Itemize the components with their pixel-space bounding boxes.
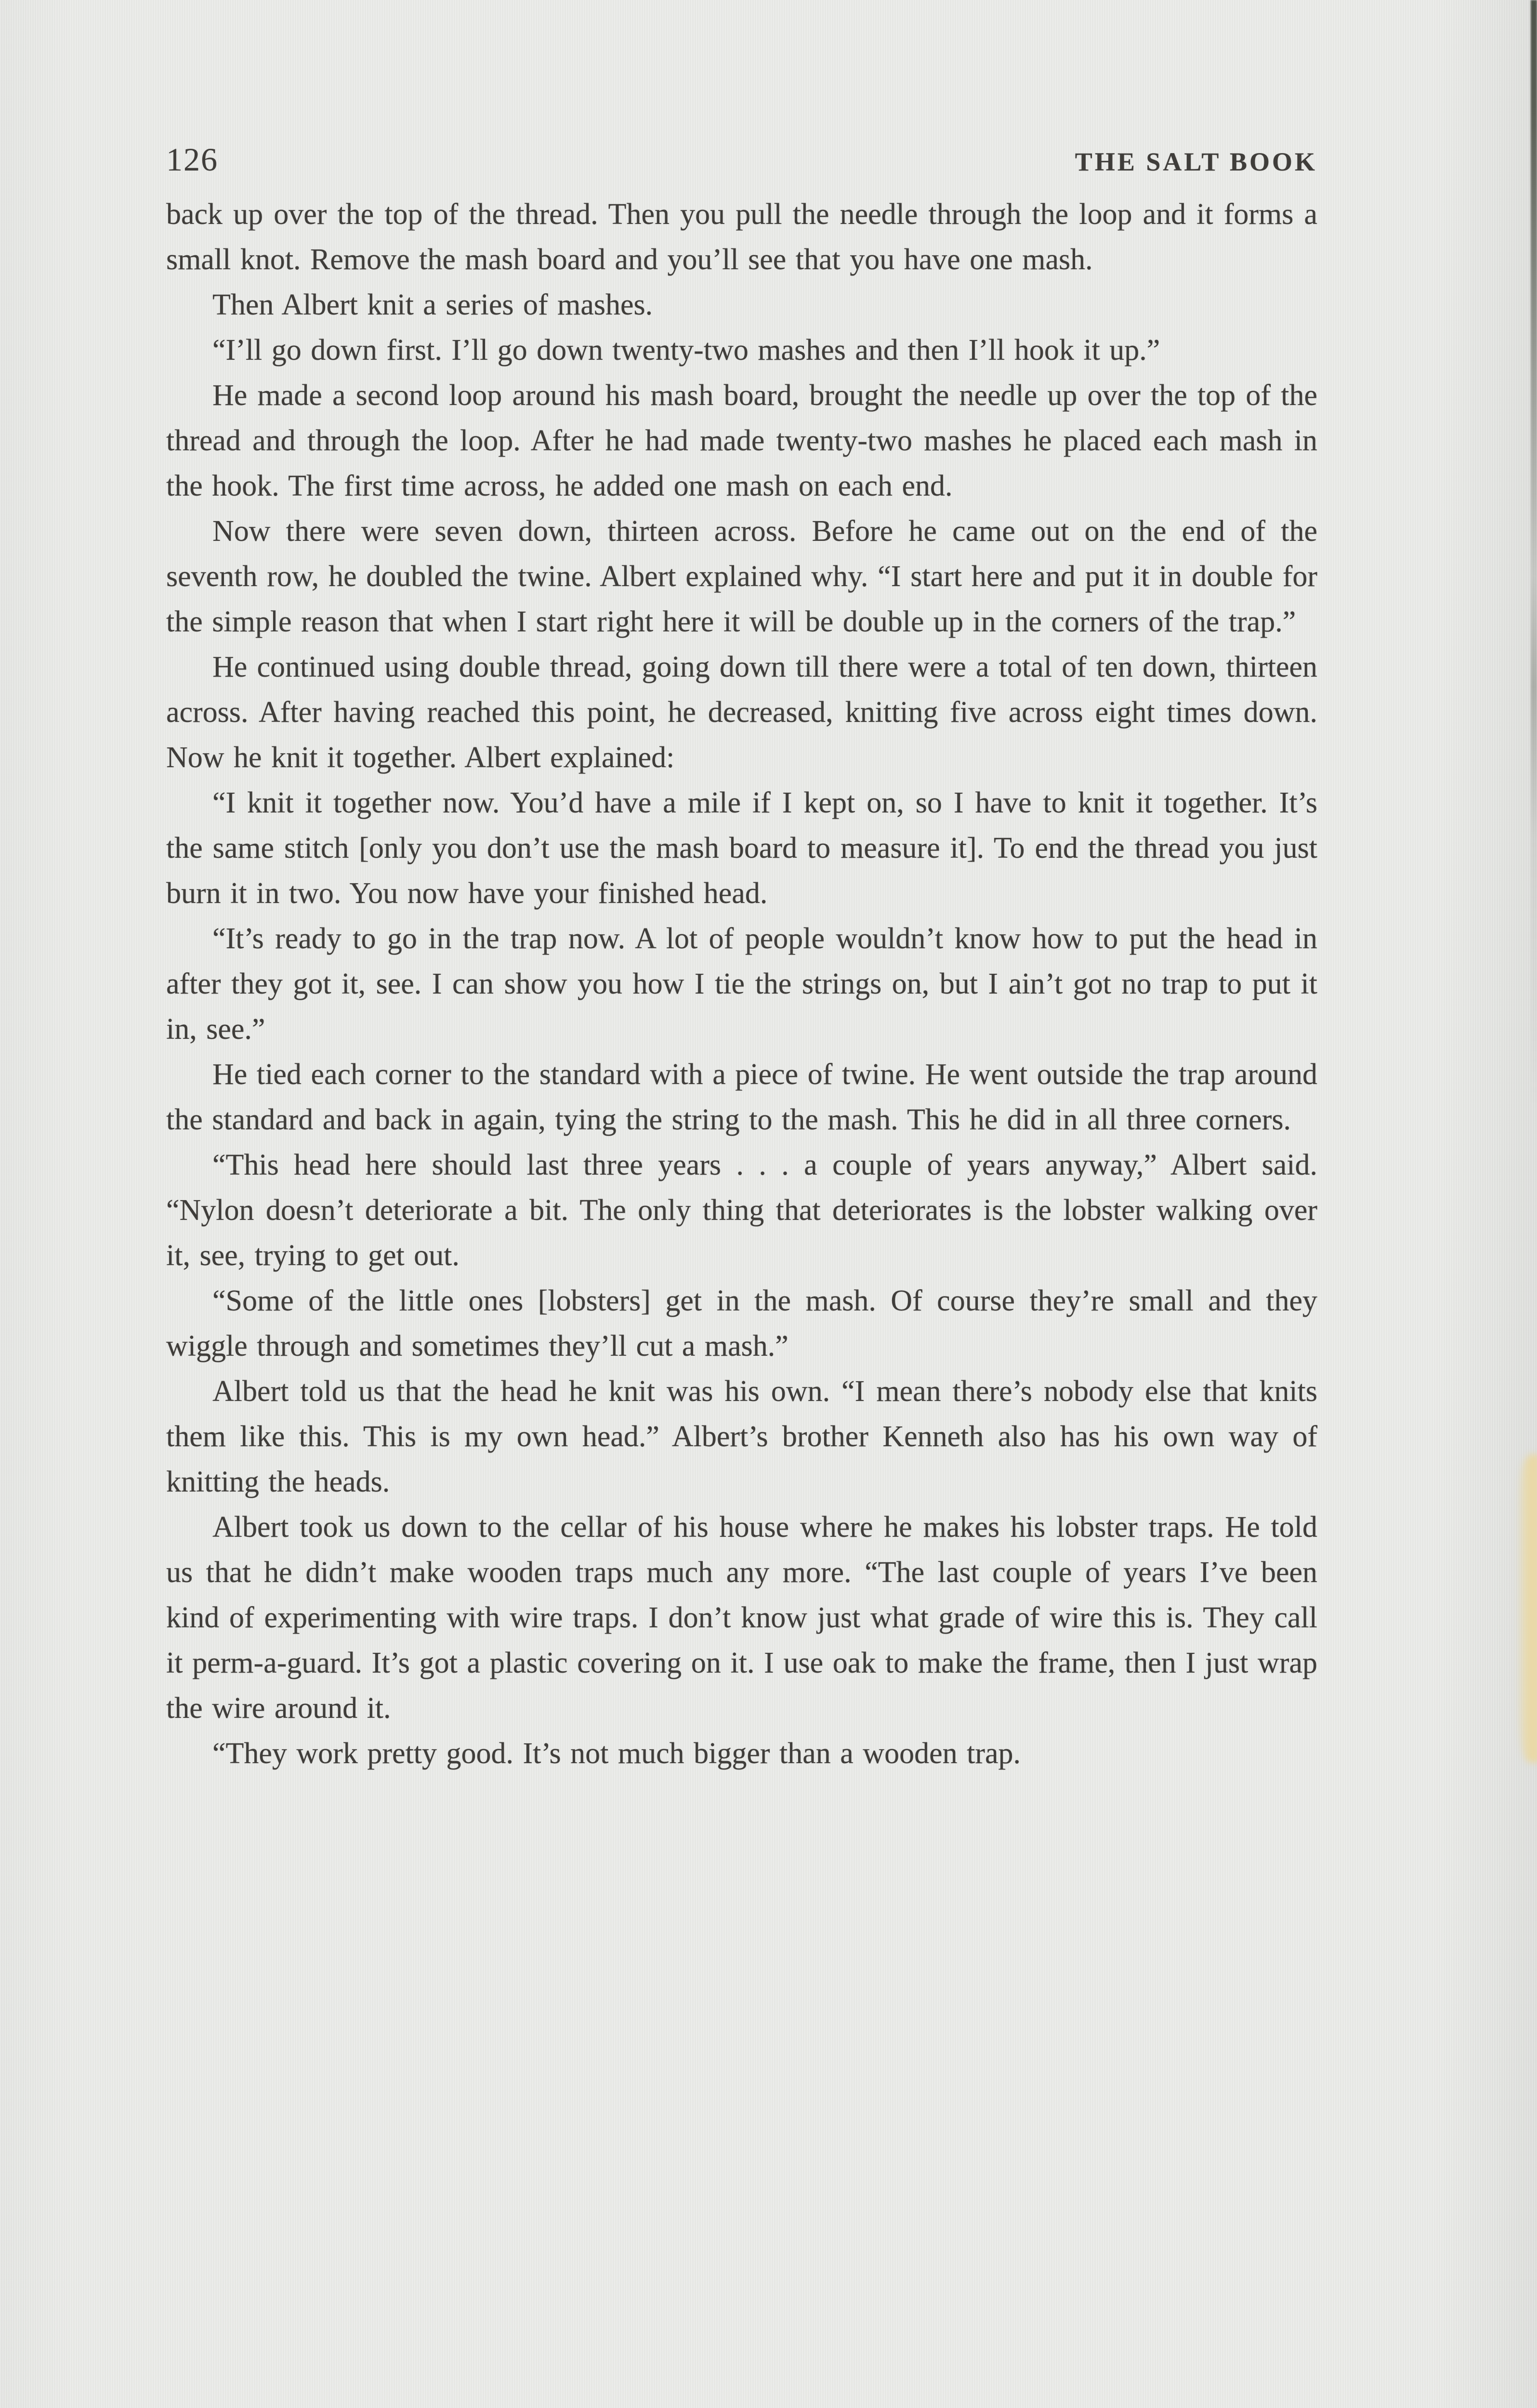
paragraph: “It’s ready to go in the trap now. A lot of people wouldn’t know how to put the head in after they got it, see. I can show you how I tie the strings on, but I ain’t got no trap to put it in, see.” <box>166 922 1317 1046</box>
page-edge-shadow <box>1531 0 1537 1108</box>
paragraph: He made a second loop around his mash board, brought the needle up over the top of the thread and through the loop. After he had made twenty-two mashes he placed each mash in the hook. The first time across, he added one mash on each end. <box>166 379 1317 502</box>
paragraph: Albert told us that the head he knit was his own. “I mean there’s nobody else that knits them like this. This is my own head.” Albert’s brother Kenneth also has his own way of knitting the heads. <box>166 1375 1317 1498</box>
paragraph: “I knit it together now. You’d have a mile if I kept on, so I have to knit it together. It’s the same stitch [only you don’t use the mash board to measure it]. To end the thread you just burn it in two. You now have your finished head. <box>166 786 1317 910</box>
paragraph: “Some of the little ones [lobsters] get in the mash. Of course they’re small and they wiggle through and sometimes they’ll cut a mash.” <box>166 1284 1317 1362</box>
paragraph: Then Albert knit a series of mashes. <box>212 288 653 321</box>
paragraph: “I’ll go down first. I’ll go down twenty-two mashes and then I’ll hook it up.” <box>212 334 1160 366</box>
running-title: THE SALT BOOK <box>1075 147 1317 176</box>
paragraph: “This head here should last three years . . . a couple of years anyway,” Albert said. “Nylon doesn’t deteriorate a bit. The only thing that deteriorates is the lobster walking over it, see, trying to get out. <box>166 1149 1317 1272</box>
body-text <box>166 192 1317 1776</box>
page-header <box>166 141 1317 179</box>
paragraph: Now there were seven down, thirteen across. Before he came out on the end of the seventh row, he doubled the twine. Albert explained why. “I start here and put it in double for the simple reason that when I start right here it will be double up in the corners of the trap.” <box>166 515 1317 638</box>
paragraph: back up over the top of the thread. Then you pull the needle through the loop and it forms a small knot. Remove the mash board and you’ll see that you have one mash. <box>166 198 1317 276</box>
page-number: 126 <box>166 141 218 178</box>
paragraph: Albert took us down to the cellar of his house where he makes his lobster traps. He told us that he didn’t make wooden traps much any more. “The last couple of years I’ve been kind of experimenting with wire traps. I don’t know just what grade of wire this is. They call it perm-a-guard. It’s got a plastic covering on it. I use oak to make the frame, then I just wrap the wire around it. <box>166 1511 1317 1725</box>
paragraph: He continued using double thread, going down till there were a total of ten down, thirteen across. After having reached this point, he decreased, knitting five across eight times down. Now he knit it together. Albert explained: <box>166 651 1317 774</box>
page-age-stain <box>1517 1454 1537 1763</box>
paragraph: “They work pretty good. It’s not much bigger than a wooden trap. <box>212 1737 1021 1770</box>
paragraph: He tied each corner to the standard with a piece of twine. He went outside the trap around the standard and back in again, tying the string to the mash. This he did in all three corners. <box>166 1058 1317 1136</box>
